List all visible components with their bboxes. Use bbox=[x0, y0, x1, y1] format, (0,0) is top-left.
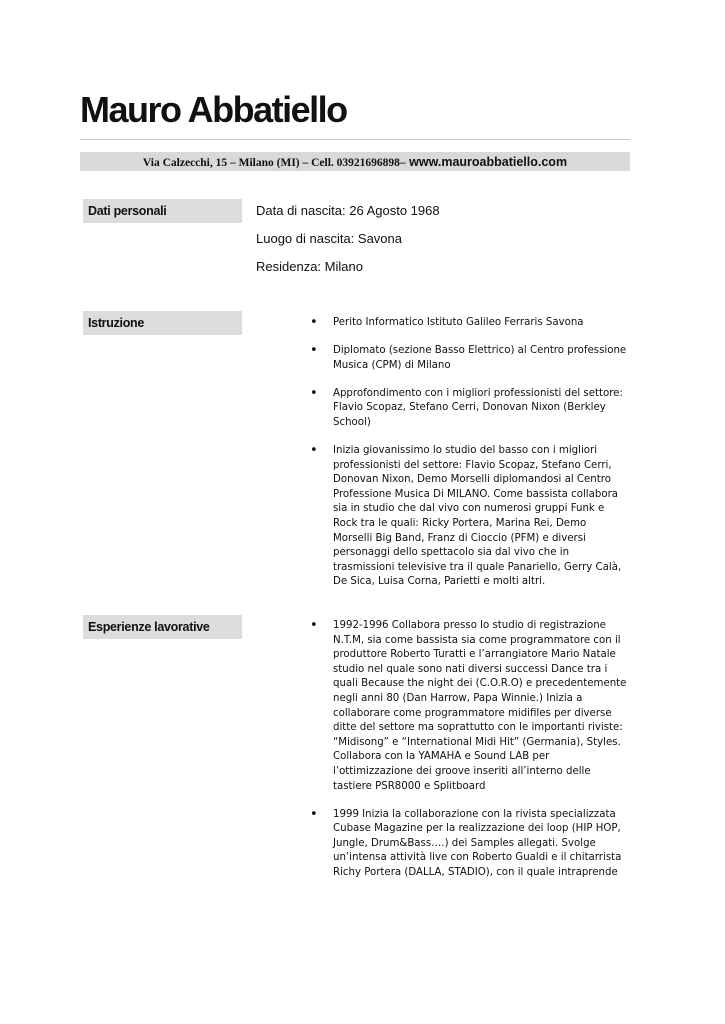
contact-bar bbox=[80, 152, 630, 171]
education-item: • Inizia giovanissimo lo studio del basso con i migliori professionisti del settore: Flavio Scopaz, Stefano Cerri, Donovan Nixon, Demo Morselli diplomandosi al Centro Professione Musica Di MILANO. Come bassista collabora sia in studio che dal vivo con numerosi gruppi Funk e Rock tra le quali: Ricky Portera, Marina Rei, Demo Morselli Big Band, Franz di Cioccio (PFM) e diversi personaggi dello spettacolo sia dal vivo che in trasmissioni televisive tra il quale Panariello, Gerry Calà, De Sica, Luisa Corna, Parietti e molti altri. bbox=[310, 444, 628, 590]
residence: Residenza: Milano bbox=[256, 259, 363, 274]
contact-address: Via Calzecchi, 15 – Milano (MI) – Cell. 03921696898– bbox=[142, 157, 406, 169]
birth-place: Luogo di nascita: Savona bbox=[256, 231, 402, 246]
section-label-experience: Esperienze lavorative bbox=[83, 615, 242, 639]
education-item: • Perito Informatico Istituto Galileo Ferraris Savona bbox=[310, 316, 628, 331]
experience-item: • 1999 Inizia la collaborazione con la rivista specializzata Cubase Magazine per la realizzazione dei loop (HIP HOP, Jungle, Drum&Bass….) dei Samples allegati. Svolge un’intensa attività live con Roberto Gualdi e il chitarrista Richy Portera (DALLA, STADIO), con il quale intraprende bbox=[310, 808, 628, 881]
education-item: • Diplomato (sezione Basso Elettrico) al Centro professione Musica (CPM) di Milano bbox=[310, 344, 628, 373]
experience-item: • 1992-1996 Collabora presso lo studio di registrazione N.T.M, sia come bassista sia come programmatore con il produttore Roberto Turatti e l’arrangiatore Mario Natale studio nel quale sono nati diversi successi Dance tra i quali Because the night dei (C.O.R.O) e precedentemente negli anni 80 (Dan Harrow, Papa Winnie.) Inizia a collaborare come programmatore midifiles per diverse ditte del settore ma soprattutto con le importanti riviste: “Midisong” e “International Midi Hit” (Germania), Styles. Collabora con la YAMAHA e Sound LAB per l’ottimizzazione dei groove inseriti all’interno delle tastiere PSR8000 e Splitboard bbox=[310, 619, 628, 794]
resume-name: Mauro Abbatiello bbox=[80, 89, 347, 130]
contact-website: www.mauroabbatiello.com bbox=[405, 155, 568, 169]
experience-list bbox=[310, 619, 628, 894]
birth-date: Data di nascita: 26 Agosto 1968 bbox=[256, 203, 440, 218]
header-divider bbox=[80, 139, 630, 140]
education-list bbox=[310, 316, 628, 604]
section-label-personal: Dati personali bbox=[83, 199, 242, 223]
section-label-education: Istruzione bbox=[83, 311, 242, 335]
education-item: • Approfondimento con i migliori professionisti del settore: Flavio Scopaz, Stefano Cerri, Donovan Nixon (Berkley School) bbox=[310, 387, 628, 431]
